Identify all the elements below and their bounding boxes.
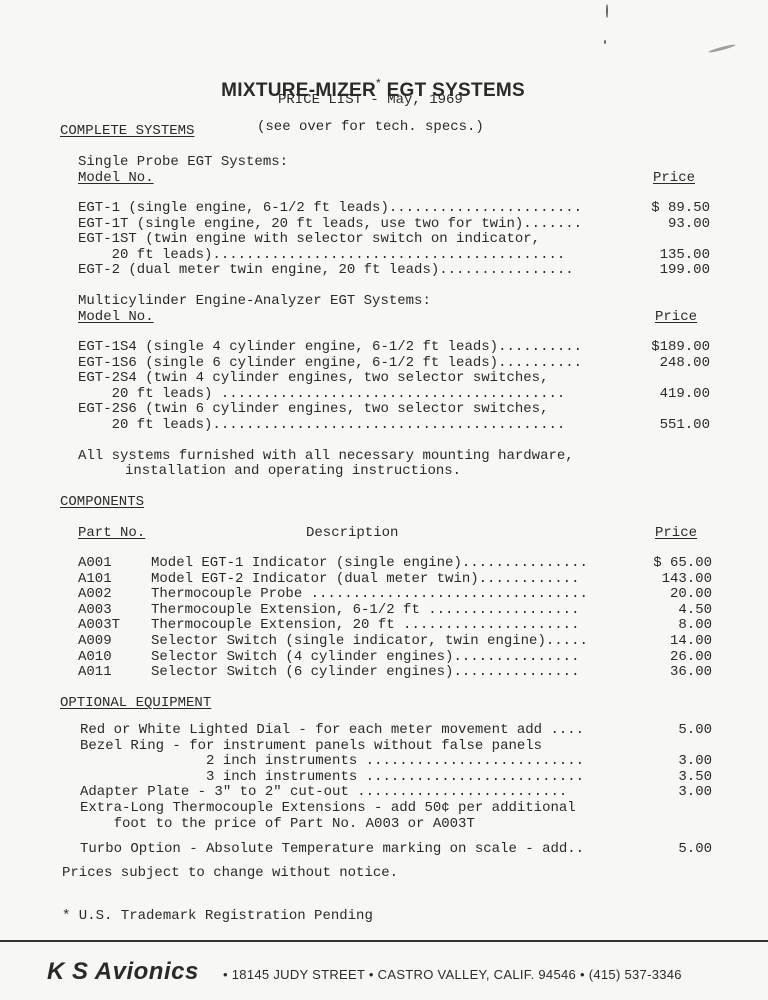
mc-price: 419.00	[659, 385, 710, 402]
trademark-footnote: * U.S. Trademark Registration Pending	[62, 908, 373, 924]
sp-line: EGT-1 (single engine, 6-1/2 ft leads).......................	[78, 200, 583, 216]
footer-divider	[0, 940, 768, 942]
sp-price: 93.00	[667, 215, 710, 232]
part-price: 36.00	[669, 664, 712, 681]
part-number: A003	[78, 601, 112, 618]
section-heading-optional-equipment: OPTIONAL EQUIPMENT	[60, 695, 212, 711]
title-rest: EGT SYSTEMS	[381, 80, 526, 101]
single-probe-heading: Single Probe EGT Systems:	[78, 154, 289, 170]
scan-mark	[606, 4, 608, 18]
sp-line: EGT-1T (single engine, 20 ft leads, use two for twin).......	[78, 215, 583, 232]
company-name: K S Avionics	[47, 958, 199, 985]
op-line: Red or White Lighted Dial - for each meter movement add ....	[80, 722, 585, 738]
company-address: • 18145 JUDY STREET • CASTRO VALLEY, CALIF. 94546 • (415) 537-3346	[223, 967, 682, 982]
part-description: Model EGT-2 Indicator (dual meter twin)............	[151, 570, 580, 587]
sp-line: EGT-1ST (twin engine with selector switch on indicator,	[78, 231, 541, 248]
part-description: Thermocouple Extension, 6-1/2 ft ..................	[151, 601, 580, 618]
part-description: Selector Switch (single indicator, twin engine).....	[151, 633, 588, 649]
section-heading-components: COMPONENTS	[60, 494, 145, 510]
mc-price: 248.00	[659, 354, 710, 371]
sp-price: 135.00	[659, 246, 710, 263]
mc-line: EGT-2S6 (twin 6 cylinder engines, two selector switches,	[78, 401, 549, 418]
multicylinder-heading: Multicylinder Engine-Analyzer EGT Systems:	[78, 293, 431, 309]
tech-specs-note: (see over for tech. specs.)	[257, 119, 484, 135]
part-price: 20.00	[669, 586, 712, 603]
part-description: Thermocouple Extension, 20 ft .....................	[151, 617, 580, 634]
turbo-option: Turbo Option - Absolute Temperature marking on scale - add..	[80, 841, 585, 857]
systems-note-continued: installation and operating instructions.	[125, 463, 462, 479]
op-line: foot to the price of Part No. A003 or A003T	[80, 815, 475, 832]
op-price: 3.00	[678, 753, 712, 770]
mc-line: EGT-1S4 (single 4 cylinder engine, 6-1/2 ft leads)..........	[78, 339, 583, 355]
part-price: 14.00	[669, 633, 712, 649]
part-price: $ 65.00	[653, 555, 712, 571]
part-description: Model EGT-1 Indicator (single engine)...............	[151, 555, 588, 571]
part-column-header: Part No.	[78, 525, 146, 541]
sp-line: EGT-2 (dual meter twin engine, 20 ft leads)................	[78, 262, 574, 279]
op-price: 5.00	[678, 722, 712, 738]
part-number: A101	[78, 570, 112, 587]
price-disclaimer: Prices subject to change without notice.	[62, 865, 399, 881]
section-heading-complete-systems: COMPLETE SYSTEMS	[60, 123, 195, 139]
part-price: 4.50	[678, 601, 712, 618]
mc-line: EGT-1S6 (single 6 cylinder engine, 6-1/2 ft leads)..........	[78, 354, 583, 371]
mc-price: $189.00	[651, 339, 710, 355]
model-column-header: Model No.	[78, 309, 154, 325]
part-description: Selector Switch (4 cylinder engines)...............	[151, 648, 580, 665]
op-price: 3.00	[678, 784, 712, 801]
op-line: Extra-Long Thermocouple Extensions - add 50¢ per additional	[80, 800, 576, 816]
mc-line: EGT-2S4 (twin 4 cylinder engines, two selector switches,	[78, 370, 549, 387]
mc-price: 551.00	[659, 417, 710, 433]
price-list-date: PRICE LIST - May, 1969	[278, 92, 463, 108]
sp-line: 20 ft leads)..........................................	[78, 246, 566, 263]
op-line: 3 inch instruments ..........................	[80, 768, 585, 785]
scan-mark	[604, 40, 606, 44]
part-number: A002	[78, 586, 112, 603]
sp-price: $ 89.50	[651, 200, 710, 216]
turbo-option-price: 5.00	[678, 841, 712, 857]
op-line: Bezel Ring - for instrument panels without false panels	[80, 737, 543, 754]
part-number: A003T	[78, 617, 121, 634]
part-description: Thermocouple Probe .................................	[151, 586, 588, 603]
description-column-header: Description	[306, 525, 399, 541]
scan-mark	[708, 43, 736, 53]
price-column-header: Price	[655, 309, 698, 325]
trademark-mark: *	[376, 76, 381, 90]
op-price: 3.50	[678, 768, 712, 785]
systems-note: All systems furnished with all necessary mounting hardware,	[78, 448, 574, 464]
title-main: MIXTURE-MIZER	[221, 80, 377, 101]
part-number: A010	[78, 648, 112, 665]
part-number: A011	[78, 664, 112, 681]
part-description: Selector Switch (6 cylinder engines)...............	[151, 664, 580, 681]
op-line: 2 inch instruments ..........................	[80, 753, 585, 770]
part-price: 8.00	[678, 617, 712, 634]
mc-line: 20 ft leads) .........................................	[78, 385, 566, 402]
price-column-header: Price	[655, 525, 698, 541]
price-column-header: Price	[653, 170, 696, 186]
part-number: A009	[78, 633, 112, 649]
model-column-header: Model No.	[78, 170, 154, 186]
part-number: A001	[78, 555, 112, 571]
part-price: 26.00	[669, 648, 712, 665]
part-price: 143.00	[661, 570, 712, 587]
op-line: Adapter Plate - 3" to 2" cut-out .........................	[80, 784, 568, 801]
mc-line: 20 ft leads)..........................................	[78, 417, 566, 433]
sp-price: 199.00	[659, 262, 710, 279]
